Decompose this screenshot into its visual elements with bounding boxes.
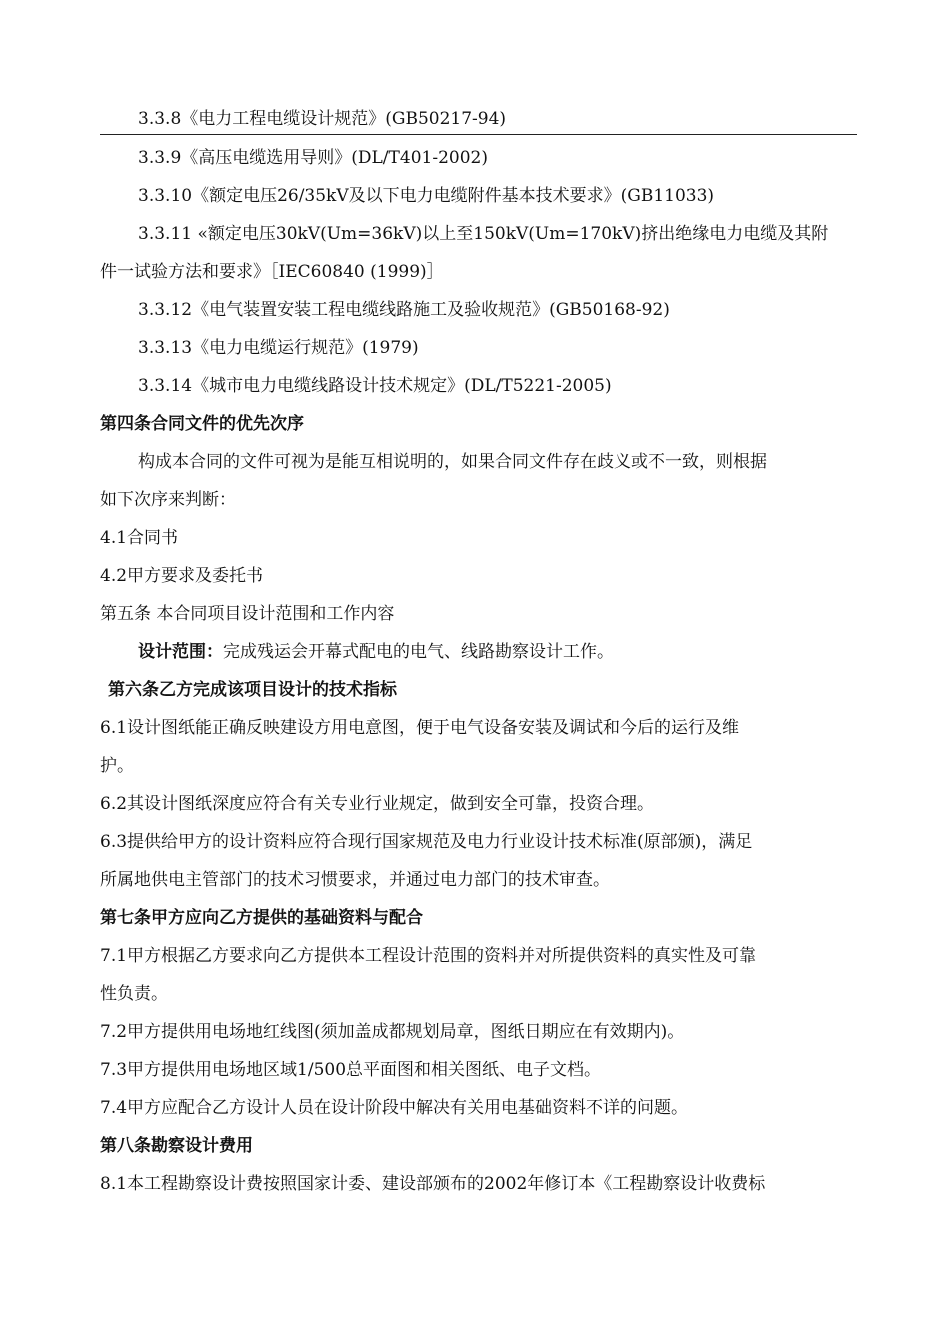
text-line [100, 184, 898, 208]
header-rule [100, 134, 857, 135]
line-text: 性负责。 [100, 984, 168, 1004]
text-line [100, 982, 860, 1006]
line-text: 8.1本工程勘察设计费按照国家计委、建设部颁布的2002年修订本《工程勘察设计收费标 [100, 1174, 766, 1194]
inline-label: 设计范围： [138, 642, 223, 662]
text-line [100, 374, 898, 398]
line-text: 4.2甲方要求及委托书 [100, 566, 264, 586]
section-heading [100, 412, 860, 436]
line-text: 7.4甲方应配合乙方设计人员在设计阶段中解决有关用电基础资料不详的问题。 [100, 1098, 689, 1118]
line-text: 如下次序来判断： [100, 490, 236, 510]
text-line [100, 564, 860, 588]
line-text: 构成本合同的文件可视为是能互相说明的，如果合同文件存在歧义或不一致，则根据 [138, 452, 767, 472]
line-text: 第四条合同文件的优先次序 [100, 414, 304, 434]
line-text: 4.1合同书 [100, 528, 179, 548]
line-text: 所属地供电主管部门的技术习惯要求，并通过电力部门的技术审查。 [100, 870, 610, 890]
section-heading [100, 1134, 860, 1158]
text-line [100, 336, 898, 360]
text-line [100, 146, 898, 170]
section-heading [100, 906, 860, 930]
line-text: 7.3甲方提供用电场地区域1/500总平面图和相关图纸、电子文档。 [100, 1060, 602, 1080]
text-line [100, 526, 860, 550]
text-line [100, 640, 898, 664]
line-text: 3.3.11 «额定电压30kV(Um=36kV)以上至150kV(Um=170kV)挤出绝缘电力电缆及其附 [138, 224, 829, 244]
line-text: 第七条甲方应向乙方提供的基础资料与配合 [100, 908, 423, 928]
text-line [100, 488, 860, 512]
text-line [100, 260, 860, 284]
line-text: 6.1设计图纸能正确反映建设方用电意图，便于电气设备安装及调试和今后的运行及维 [100, 718, 740, 738]
line-text: 6.3提供给甲方的设计资料应符合现行国家规范及电力行业设计技术标准(原部颁)，满足 [100, 832, 753, 852]
text-line [100, 602, 860, 626]
text-line [100, 754, 860, 778]
line-text: 第六条乙方完成该项目设计的技术指标 [108, 680, 397, 700]
line-text: 3.3.10《额定电压26/35kV及以下电力电缆附件基本技术要求》(GB11033) [138, 186, 715, 206]
line-text: 7.2甲方提供用电场地红线图(须加盖成都规划局章，图纸日期应在有效期内)。 [100, 1022, 685, 1042]
text-line [100, 450, 898, 474]
text-line [100, 716, 860, 740]
line-text: 7.1甲方根据乙方要求向乙方提供本工程设计范围的资料并对所提供资料的真实性及可靠 [100, 946, 757, 966]
text-line [100, 222, 898, 246]
line-text: 6.2其设计图纸深度应符合有关专业行业规定，做到安全可靠，投资合理。 [100, 794, 655, 814]
line-text: 第五条 本合同项目设计范围和工作内容 [100, 604, 395, 624]
text-line [100, 1058, 860, 1082]
text-line [100, 868, 860, 892]
line-text: 完成残运会开幕式配电的电气、线路勘察设计工作。 [223, 642, 614, 662]
line-text: 护。 [100, 756, 134, 776]
text-line [100, 792, 860, 816]
text-line [100, 830, 860, 854]
line-text: 3.3.13《电力电缆运行规范》(1979) [138, 338, 419, 358]
text-line [100, 107, 898, 131]
text-line [100, 298, 898, 322]
text-line [100, 1172, 860, 1196]
text-line [100, 1096, 860, 1120]
line-text: 3.3.9《高压电缆选用导则》(DL/T401-2002) [138, 148, 488, 168]
line-text: 第八条勘察设计费用 [100, 1136, 253, 1156]
section-heading [100, 678, 868, 702]
line-text: 件一试验方法和要求》［IEC60840 (1999)］ [100, 262, 444, 282]
line-text: 3.3.12《电气装置安装工程电缆线路施工及验收规范》(GB50168-92) [138, 300, 670, 320]
line-text: 3.3.14《城市电力电缆线路设计技术规定》(DL/T5221-2005) [138, 376, 612, 396]
line-text: 3.3.8《电力工程电缆设计规范》(GB50217-94) [138, 109, 507, 129]
text-line [100, 944, 860, 968]
text-line [100, 1020, 860, 1044]
